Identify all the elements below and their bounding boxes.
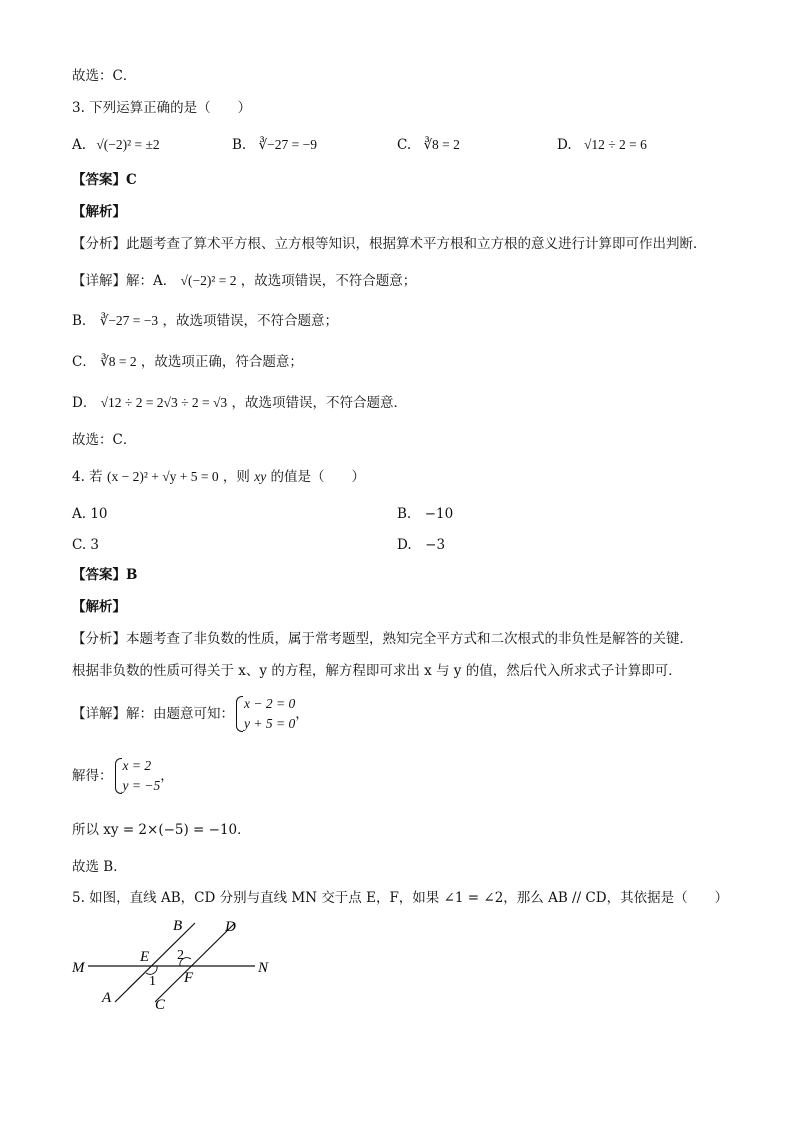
q3-option-a	[72, 135, 160, 155]
q3-xiangjie-a	[72, 271, 416, 291]
label-d: D	[225, 919, 236, 935]
q4-xiangjie-prefix: 【详解】解：由题意可知：	[72, 706, 234, 722]
q4-option-c: C. 3	[72, 537, 100, 553]
q3-answer: 【答案】C	[72, 172, 137, 188]
label-b: B	[173, 918, 183, 934]
q3-option-a-label: A.	[72, 137, 87, 153]
q4-analysis-head: 【解析】	[72, 599, 126, 615]
q4-system-2-tail: ，	[160, 768, 174, 784]
q4-xiangjie	[72, 694, 309, 734]
conclusion-prev: 故选：C．	[72, 68, 137, 84]
q4-stem	[72, 467, 365, 487]
q4-system-2-line-1: x = 2	[122, 758, 152, 773]
q3-option-b-label: B.	[232, 137, 247, 153]
q5-stem: 5. 如图，直线 AB，CD 分别与直线 MN 交于点 E，F，如果 ∠1 = ∠2，那么 AB // CD，其依据是（ ）	[72, 890, 729, 906]
label-a: A	[102, 990, 112, 1006]
q3-conclusion: 故选：C．	[72, 432, 137, 448]
q3-analysis-head: 【解析】	[72, 204, 126, 220]
q4-fenxi-1: 【分析】本题考查了非负数的性质，属于常考题型，熟知完全平方式和二次根式的非负性是解答的关键．	[72, 631, 693, 647]
parallel-lines-figure	[60, 905, 290, 1015]
q3-stem: 3. 下列运算正确的是（ ）	[72, 100, 252, 116]
q3-b-prefix: B．	[72, 313, 96, 329]
q4-system-1-line-1: x − 2 = 0	[244, 696, 296, 711]
q4-system-2	[113, 756, 161, 796]
q4-option-a: A. 10	[72, 506, 108, 522]
q3-option-d-label: D.	[557, 137, 572, 153]
q4-system-1-tail: ，	[295, 706, 309, 722]
q3-d-prefix: D．	[72, 395, 97, 411]
q3-d-tail: ，故选项错误，不符合题意．	[231, 395, 407, 411]
q4-stem-tail: 的值是（ ）	[270, 469, 365, 485]
q3-option-c	[397, 135, 460, 155]
label-n: N	[258, 960, 269, 976]
q3-option-c-expr: ∛8 = 2	[423, 137, 460, 152]
q3-c-prefix: C．	[72, 354, 96, 370]
q4-option-d: D. −3	[397, 537, 446, 553]
q4-stem-var: xy	[254, 469, 267, 484]
q4-jiede-label: 解得：	[72, 768, 113, 784]
label-c: C	[155, 997, 166, 1013]
label-f: F	[184, 970, 194, 986]
q4-stem-expr: (x − 2)² + √y + 5 = 0	[106, 469, 219, 484]
q3-xiangjie-b	[72, 311, 338, 331]
line-cd	[155, 923, 235, 1002]
q3-option-d-expr: √12 ÷ 2 = 6	[583, 137, 647, 152]
q3-xiangjie-a-expr: √(−2)² = 2	[180, 273, 237, 288]
q3-option-b	[232, 135, 317, 155]
label-angle-2: 2	[177, 948, 184, 963]
q4-fenxi-2: 根据非负数的性质可得关于 x、y 的方程，解方程即可求出 x 与 y 的值，然后代入所求式子计算即可．	[72, 663, 682, 679]
q4-suoyi: 所以 xy = 2×(−5) = −10．	[72, 822, 251, 838]
q3-c-tail: ，故选项正确，符合题意；	[140, 354, 303, 370]
q3-option-d	[557, 135, 647, 155]
q4-system-2-line-2: y = −5	[122, 778, 161, 793]
q3-option-a-expr: √(−2)² = ±2	[96, 137, 160, 152]
q3-option-c-label: C.	[397, 137, 412, 153]
q4-conclusion: 故选 B．	[72, 859, 127, 875]
q3-d-expr: √12 ÷ 2 = 2√3 ÷ 2 = √3	[100, 395, 228, 410]
q4-stem-mid: ，则	[222, 469, 250, 485]
q3-xiangjie-c	[72, 352, 303, 372]
q3-xiangjie-a-tail: ，故选项错误，不符合题意；	[240, 273, 417, 289]
q4-option-b: B. −10	[397, 506, 454, 522]
q3-xiangjie-d	[72, 393, 407, 413]
q4-system-1	[234, 694, 295, 734]
q4-stem-prefix: 4. 若	[72, 469, 103, 485]
q3-b-tail: ，故选项错误，不符合题意；	[162, 313, 338, 329]
label-m: M	[72, 960, 85, 976]
q4-answer: 【答案】B	[72, 567, 138, 583]
q3-fenxi: 【分析】此题考查了算术平方根、立方根等知识，根据算术平方根和立方根的意义进行计算即可作出判断．	[72, 236, 707, 252]
q4-jiede	[72, 756, 174, 796]
q3-b-expr: ∛−27 = −3	[99, 313, 159, 328]
label-angle-1: 1	[149, 974, 156, 989]
q3-xiangjie-prefix: 【详解】解：A．	[72, 273, 177, 289]
q3-option-b-expr: ∛−27 = −9	[258, 137, 317, 152]
label-e: E	[140, 949, 150, 965]
q4-system-1-line-2: y + 5 = 0	[244, 716, 296, 731]
q3-c-expr: ∛8 = 2	[100, 354, 137, 369]
